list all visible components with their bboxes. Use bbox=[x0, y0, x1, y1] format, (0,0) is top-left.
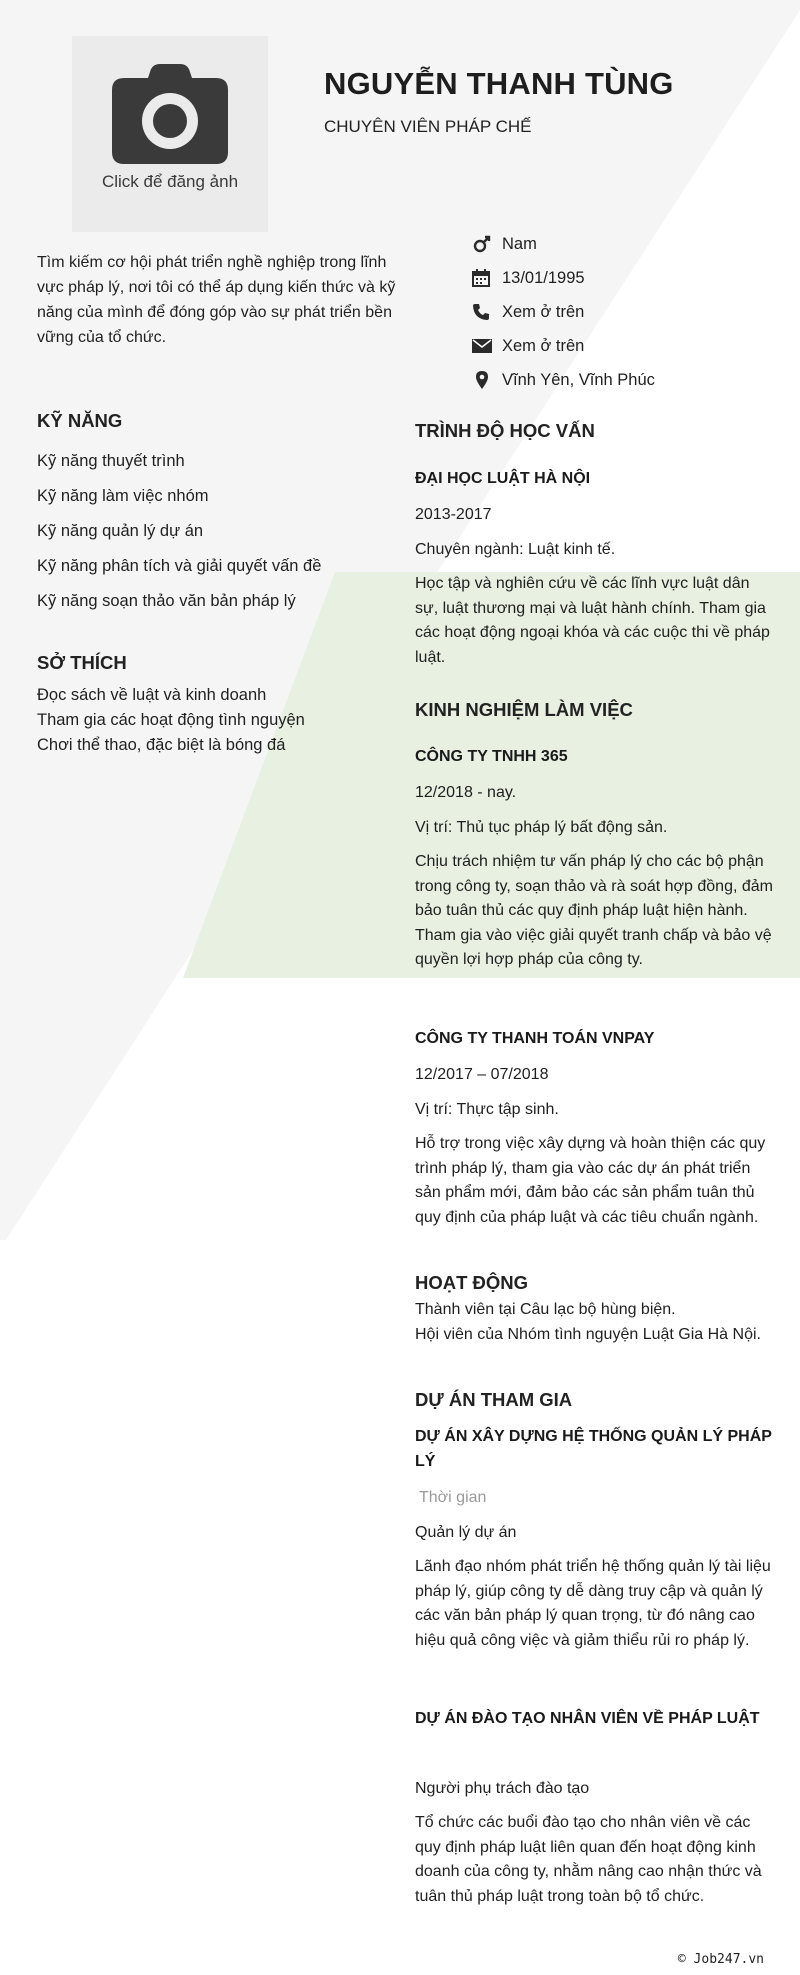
camera-icon bbox=[112, 64, 228, 164]
contact-birthday bbox=[472, 266, 772, 290]
contact-gender bbox=[472, 232, 772, 256]
job-period: 12/2017 – 07/2018 bbox=[415, 1066, 549, 1083]
phone-icon bbox=[472, 303, 492, 321]
gender-icon bbox=[472, 235, 492, 253]
phone-text: Xem ở trên bbox=[502, 303, 585, 321]
hobby-item: Chơi thể thao, đặc biệt là bóng đá bbox=[37, 736, 286, 754]
job-position: Vị trí: Thực tập sinh. bbox=[415, 1101, 559, 1118]
skills-heading: KỸ NĂNG bbox=[37, 410, 123, 431]
career-objective: Tìm kiếm cơ hội phát triển nghề nghiệp trong lĩnh vực pháp lý, nơi tôi có thể áp dụng kiến thức và kỹ năng của mình để đóng góp vào sự phát triển bền vững của tổ chức. bbox=[37, 254, 396, 346]
project-name: DỰ ÁN ĐÀO TẠO NHÂN VIÊN VỀ PHÁP LUẬT bbox=[415, 1710, 760, 1727]
hobbies-heading: SỞ THÍCH bbox=[37, 652, 127, 673]
calendar-icon bbox=[472, 269, 492, 287]
skill-item: Kỹ năng soạn thảo văn bản pháp lý bbox=[37, 592, 296, 610]
email-text: Xem ở trên bbox=[502, 337, 585, 355]
activities-heading: HOẠT ĐỘNG bbox=[415, 1272, 529, 1293]
location-icon bbox=[472, 371, 492, 389]
birthday-text: 13/01/1995 bbox=[502, 269, 585, 287]
job-period: 12/2018 - nay. bbox=[415, 784, 517, 801]
company-name: CÔNG TY TNHH 365 bbox=[415, 748, 568, 765]
contact-phone[interactable] bbox=[472, 300, 772, 324]
address-text: Vĩnh Yên, Vĩnh Phúc bbox=[502, 371, 655, 389]
contact-email[interactable] bbox=[472, 334, 772, 358]
school-name: ĐẠI HỌC LUẬT HÀ NỘI bbox=[415, 470, 591, 487]
hobby-item: Tham gia các hoạt động tình nguyện bbox=[37, 711, 305, 729]
job-description: Chịu trách nhiệm tư vấn pháp lý cho các bộ phận trong công ty, soạn thảo và rà soát hợp đồng, đảm bảo tuân thủ các quy định pháp luật hiện hành. Tham gia vào việc giải quyết tranh chấp và bảo vệ quyền lợi hợp pháp của công ty. bbox=[415, 853, 773, 968]
gender-text: Nam bbox=[502, 235, 537, 253]
activity-item: Hội viên của Nhóm tình nguyện Luật Gia Hà Nội. bbox=[415, 1326, 761, 1343]
hobby-item: Đọc sách về luật và kinh doanh bbox=[37, 686, 267, 704]
skill-item: Kỹ năng quản lý dự án bbox=[37, 522, 204, 540]
job-description: Hỗ trợ trong việc xây dựng và hoàn thiện các quy trình pháp lý, tham gia vào các dự án phát triển sản phẩm mới, đảm bảo các sản phẩm tuân thủ quy định của pháp luật và các tiêu chuẩn ngành. bbox=[415, 1135, 766, 1226]
education-major: Chuyên ngành: Luật kinh tế. bbox=[415, 541, 616, 558]
candidate-name: NGUYỄN THANH TÙNG bbox=[324, 66, 674, 101]
project-description: Lãnh đạo nhóm phát triển hệ thống quản lý tài liệu pháp lý, giúp công ty dễ dàng truy cập và quản lý các văn bản pháp lý quan trọng, từ đó nâng cao hiệu quả công việc và giảm thiểu rủi ro pháp lý. bbox=[415, 1558, 771, 1649]
projects-heading: DỰ ÁN THAM GIA bbox=[415, 1389, 573, 1410]
skill-item: Kỹ năng thuyết trình bbox=[37, 452, 185, 470]
photo-upload[interactable] bbox=[72, 36, 268, 232]
project-role: Người phụ trách đào tạo bbox=[415, 1780, 590, 1797]
project-description: Tổ chức các buổi đào tạo cho nhân viên về các quy định pháp luật liên quan đến hoạt động kinh doanh của công ty, nhằm nâng cao nhận thức và tuân thủ pháp luật trong toàn bộ tổ chức. bbox=[415, 1814, 762, 1905]
contact-address bbox=[472, 368, 772, 392]
photo-caption: Click để đăng ảnh bbox=[101, 172, 239, 191]
job-title: CHUYÊN VIÊN PHÁP CHẾ bbox=[324, 117, 532, 136]
mail-icon bbox=[472, 337, 492, 355]
education-period: 2013-2017 bbox=[415, 506, 492, 523]
skill-item: Kỹ năng làm việc nhóm bbox=[37, 487, 209, 505]
skill-item: Kỹ năng phân tích và giải quyết vấn đề bbox=[37, 557, 322, 575]
project-name: DỰ ÁN XÂY DỰNG HỆ THỐNG QUẢN LÝ PHÁP LÝ bbox=[415, 1428, 772, 1470]
job-position: Vị trí: Thủ tục pháp lý bất động sản. bbox=[415, 819, 668, 836]
activity-item: Thành viên tại Câu lạc bộ hùng biện. bbox=[415, 1301, 676, 1318]
footer-watermark: © Job247.vn bbox=[677, 1952, 764, 1967]
experience-heading: KINH NGHIỆM LÀM VIỆC bbox=[415, 699, 633, 720]
company-name: CÔNG TY THANH TOÁN VNPAY bbox=[415, 1030, 655, 1047]
education-description: Học tập và nghiên cứu về các lĩnh vực luật dân sự, luật thương mại và luật hành chính. Tham gia các hoạt động ngoại khóa và các cuộc thi về pháp luật. bbox=[415, 575, 770, 666]
project-time: Thời gian bbox=[419, 1489, 487, 1506]
education-heading: TRÌNH ĐỘ HỌC VẤN bbox=[415, 420, 595, 441]
project-role: Quản lý dự án bbox=[415, 1524, 517, 1541]
